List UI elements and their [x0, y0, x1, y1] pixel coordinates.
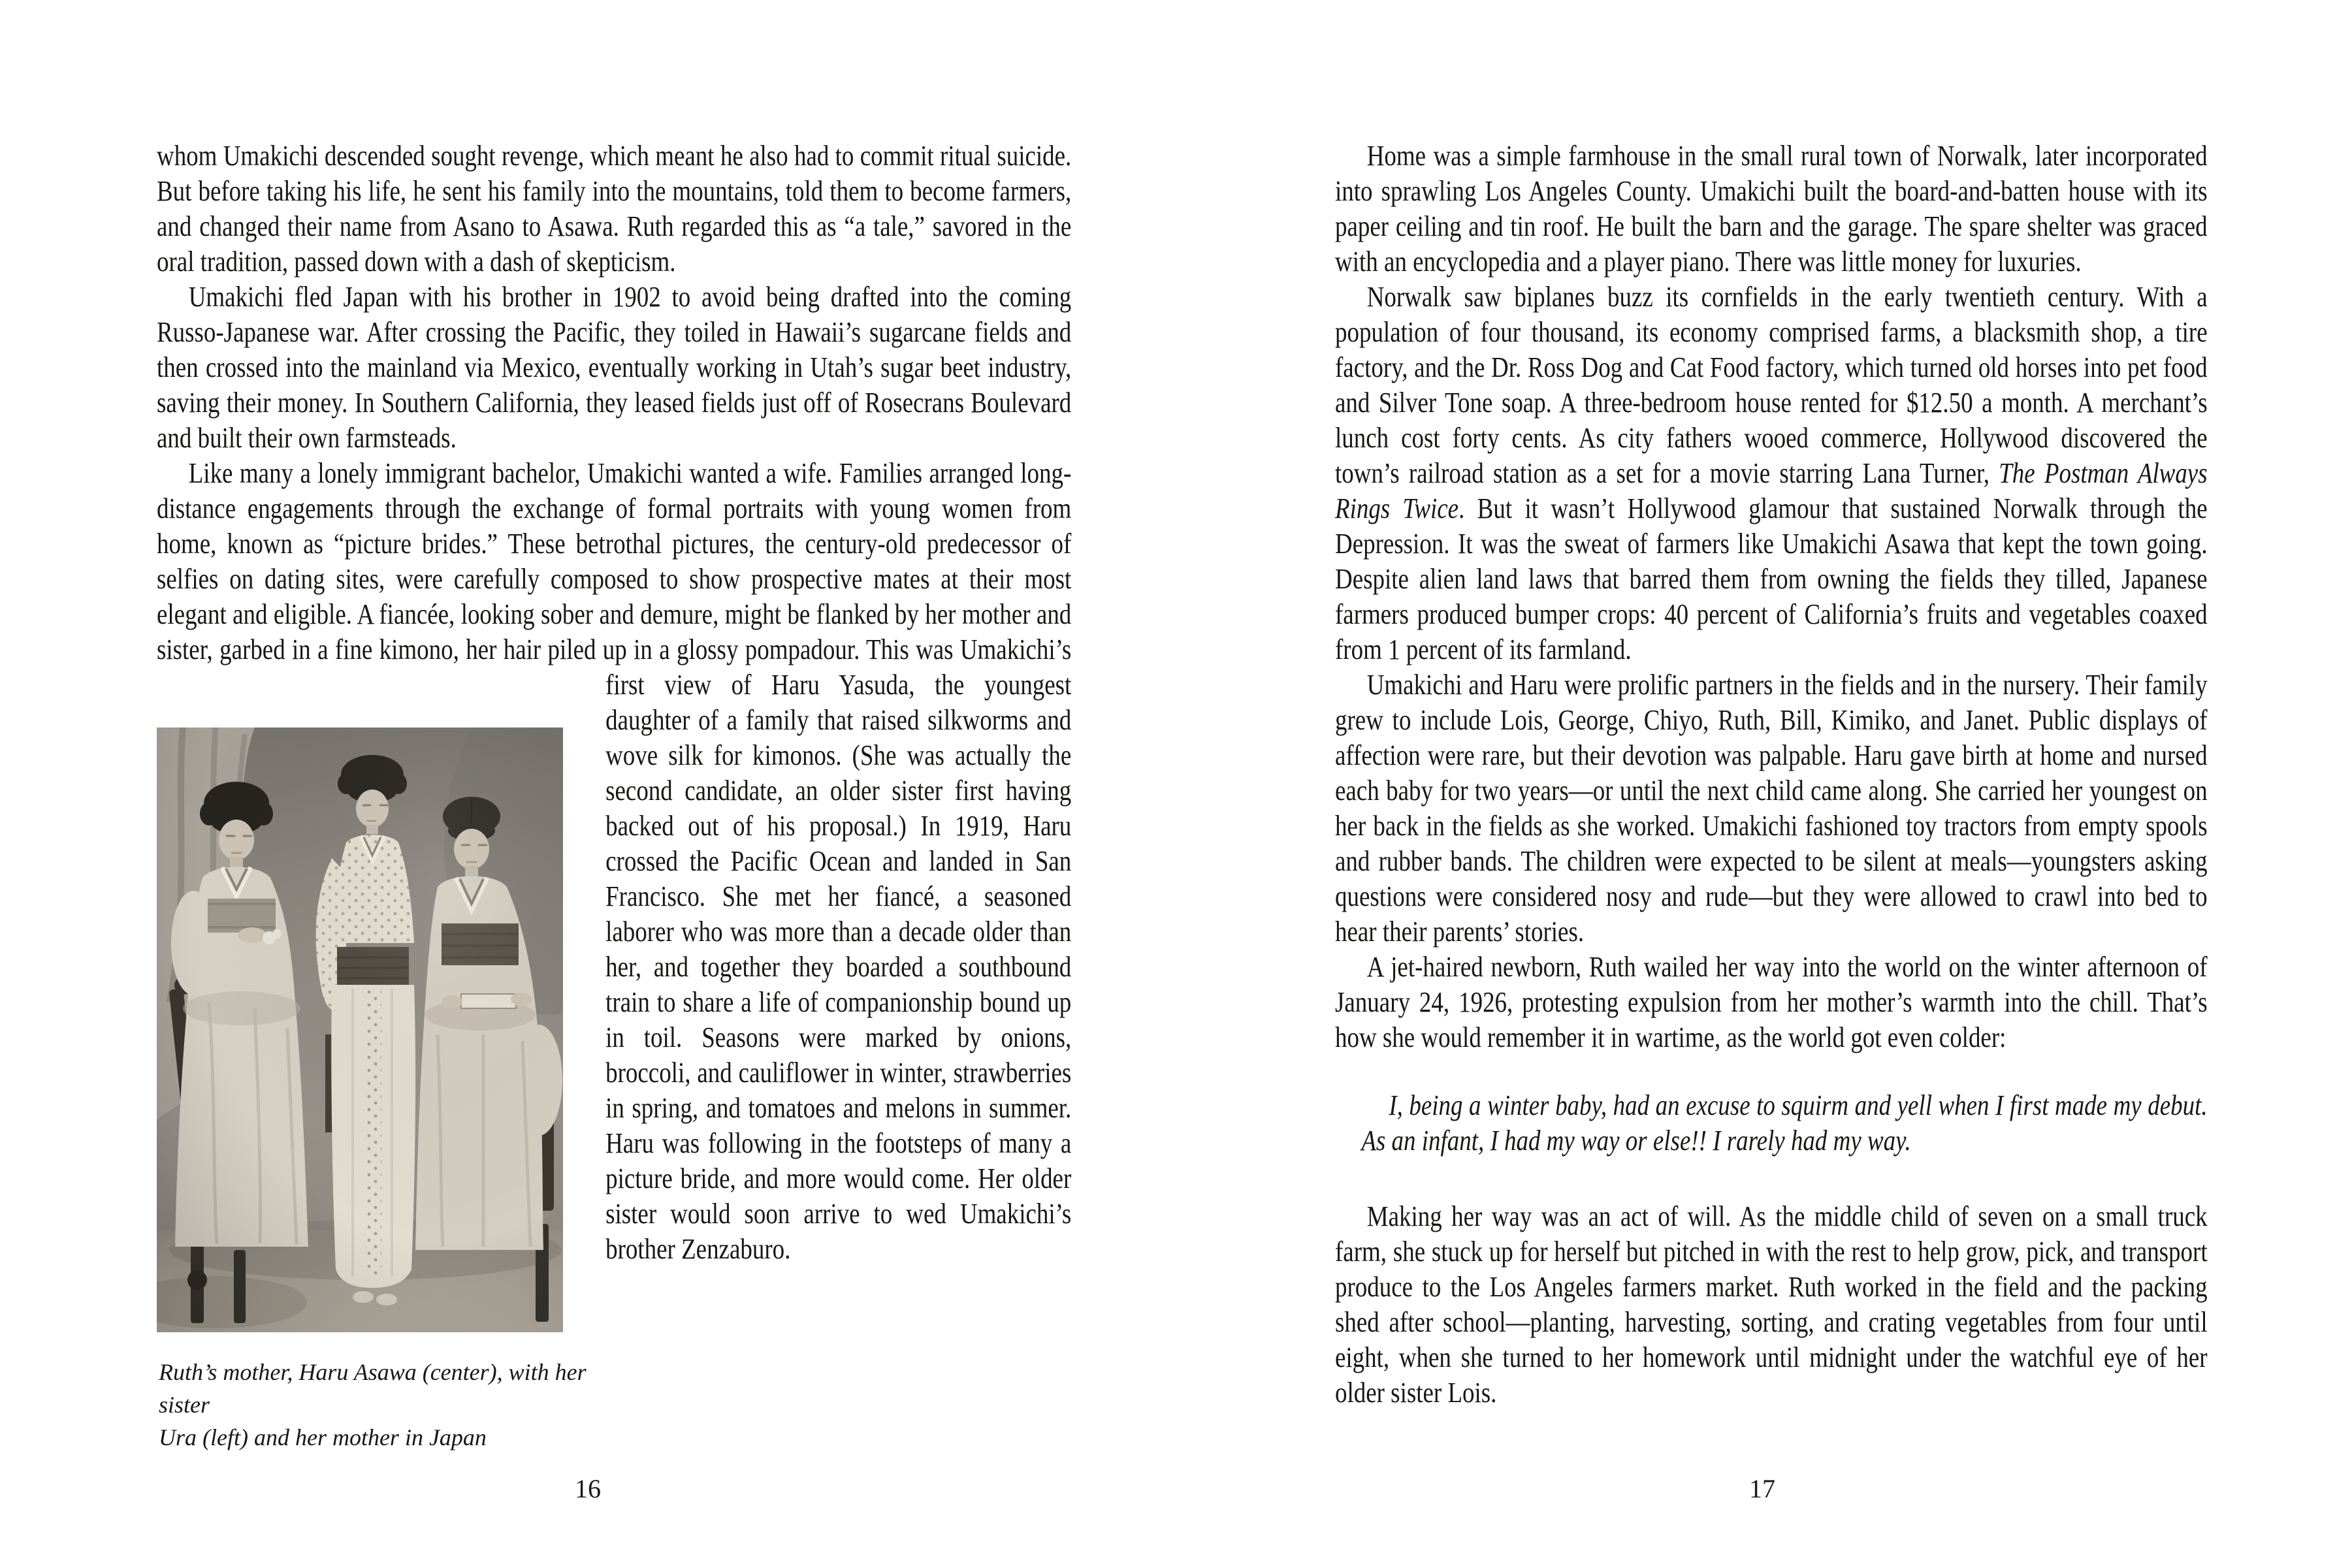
paragraph-segment: . But it wasn’t Hollywood glamour that sustained Norwalk through the Depression. It was the sweat of farmers like Umakichi Asawa that kept the town going. Despite alien land laws that barred them from owning the fields they tilled, Japanese farmers produced bumper crops: 40 percent of California’s fruits and vegetables coaxed from 1 percent of its farmland.: [1335, 492, 2208, 665]
paragraph: Home was a simple farmhouse in the small rural town of Norwalk, later incorporated into sprawling Los Angeles County. Umakichi built the board-and-batten house with its paper ceiling and tin roof. He built the barn and the garage. The spare shelter was graced with an encyclopedia and a player piano. There was little money for luxuries.: [1335, 140, 2208, 278]
paragraph: Umakichi fled Japan with his brother in 1902 to avoid being drafted into the coming Russo-Japanese war. After crossing the Pacific, they toiled in Hawaii’s sugarcane fields and then crossed into the mainland via Mexico, eventually working in Utah’s sugar beet industry, saving their money. In Southern California, they leased fields just off of Rosecrans Boulevard and built their own farmsteads.: [157, 281, 1072, 454]
folio-right: 17: [1749, 1474, 1775, 1503]
family-portrait-photo: [157, 728, 563, 1332]
photo-caption-line-2: Ura (left) and her mother in Japan: [159, 1424, 487, 1450]
paragraph: Making her way was an act of will. As the middle child of seven on a small truck farm, she stuck up for herself but pitched in with the rest to help grow, pick, and transport produce to the Los Angeles farmers market. Ruth worked in the field and the packing shed after school—planting, harvesting, sorting, and crating vegetables from four until eight, when she turned to her homework until midnight under the watchful eye of her older sister Lois.: [1335, 1200, 2208, 1409]
photo-caption: [159, 1356, 616, 1454]
paragraph: A jet-haired newborn, Ruth wailed her way into the world on the winter afternoon of January 24, 1926, protesting expulsion from her mother’s warmth into the chill. That’s how she would remember it in wartime, as the world got even colder:: [1335, 951, 2208, 1053]
page-right-text-block: [1335, 138, 2208, 1411]
paragraph: Umakichi and Haru were prolific partners in the fields and in the nursery. Their family grew to include Lois, George, Chiyo, Ruth, Bill, Kimiko, and Janet. Public displays of affection were rare, but their devotion was palpable. Haru gave birth at home and nursed each baby for two years—or until the next child came along. She carried her youngest on her back in the fields as she worked. Umakichi fashioned toy tractors from empty spools and rubber bands. The children were expected to be silent at meals—youngsters asking questions were considered nosy and rude—but they were allowed to crawl into bed to hear their parents’ stories.: [1335, 669, 2208, 948]
paragraph-segment: Norwalk saw biplanes buzz its cornfields in the early twentieth century. With a population of four thousand, its economy comprised farms, a blacksmith shop, a tire factory, and the Dr. Ross Dog and Cat Food factory, which turned old horses into pet food and Silver Tone soap. A three-bedroom house rented for $12.50 a month. A merchant’s lunch cost forty cents. As city fathers wooed commerce, Hollywood discovered the town’s railroad station as a set for a movie starring Lana Turner,: [1335, 281, 2208, 489]
paragraph-segment-beside-photo: pompadour. This was Umakichi’s first view of Haru Yasuda, the youngest daughter of a family that raised silkworms and wove silk for kimonos. (She was actually the second candidate, an older sister first having backed out of his proposal.) In 1919, Haru crossed the Pacific Ocean and landed in San Francisco. She met her fiancé, a seasoned laborer who was more than a decade older than her, and together they boarded a southbound train to share a life of companionship bound up in toil. Seasons were marked by onions, broccoli, and cauliflower in winter, strawberries in spring, and tomatoes and melons in summer. Haru was following in the footsteps of many a picture bride, and more would come. Her older sister would soon arrive to wed Umakichi’s brother Zenzaburo.: [605, 633, 1072, 1265]
folio-left: 16: [575, 1474, 601, 1503]
paragraph-segment-before-photo: Like many a lonely immigrant bachelor, Umakichi wanted a wife. Families arranged long-distance engagements through the exchange of formal portraits with young women from home, known as “picture brides.” These betrothal pictures, the century-old predecessor of selfies on dating sites, were carefully composed to show prospective mates at their most elegant and eligible. A fiancée, looking sober and demure, might be flanked by her mother and sister, garbed in a fine kimono, her hair piled up in a glossy: [157, 457, 1072, 665]
paragraph: whom Umakichi descended sought revenge, which meant he also had to commit ritual suicide. But before taking his life, he sent his family into the mountains, told them to become farmers, and changed their name from Asano to Asawa. Ruth regarded this as “a tale,” savored in the oral tradition, passed down with a dash of skepticism.: [157, 140, 1072, 278]
photo-caption-line-1: Ruth’s mother, Haru Asawa (center), with her sister: [159, 1359, 587, 1418]
memoir-quote: I, being a winter baby, had an excuse to squirm and yell when I first made my debut. As an infant, I had my way or else!! I rarely had my way.: [1361, 1089, 2208, 1157]
paragraph: [1335, 280, 2208, 667]
book-title-italic: The Postman Always Rings Twice: [1335, 457, 2208, 524]
